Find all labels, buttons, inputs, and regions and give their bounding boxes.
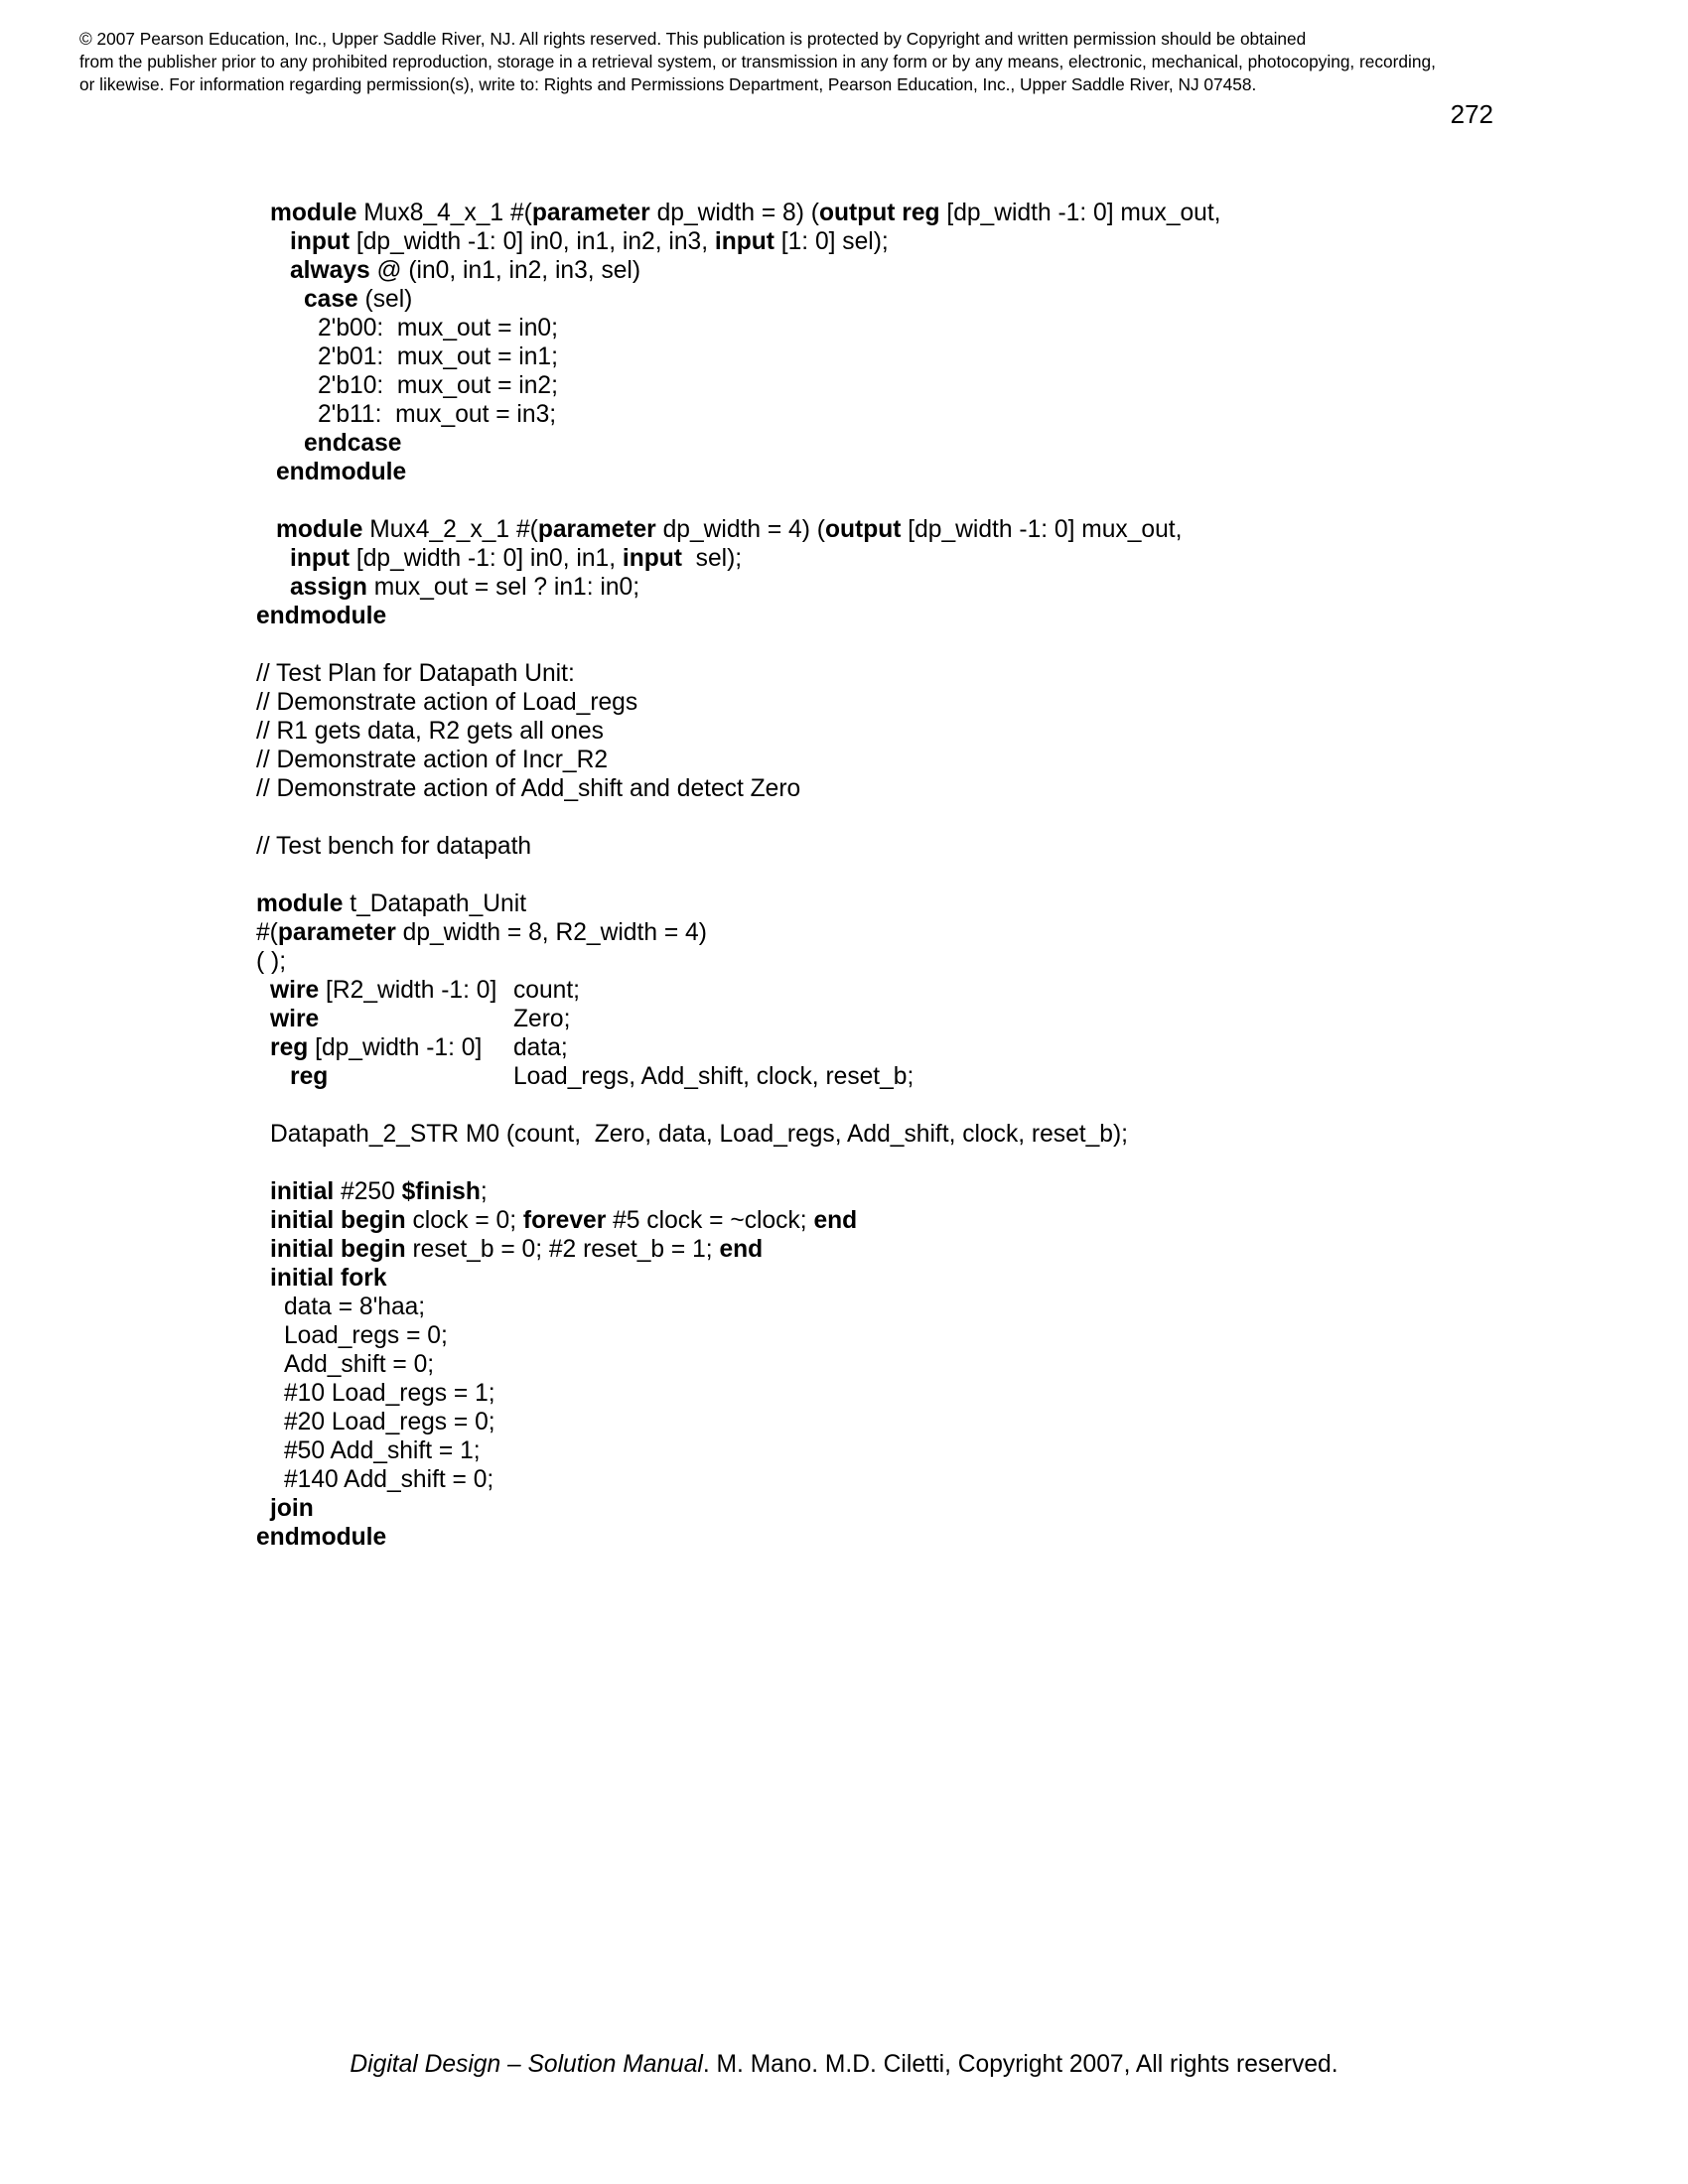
comment-line: // Demonstrate action of Incr_R2 [256,747,609,773]
code-line: endmodule [256,1524,387,1551]
code-listing [256,199,1448,1552]
code-line: endmodule [276,459,407,485]
decl-line: reg Load_regs, Add_shift, clock, reset_b; [290,1063,914,1090]
page-footer [0,2051,1688,2079]
code-line: module Mux4_2_x_1 #(parameter dp_width = 4) (output [dp_width -1: 0] mux_out, [276,516,1183,543]
comment-line: // Test bench for datapath [256,833,532,860]
code-line: 2'b00: mux_out = in0; [318,315,558,341]
code-line: #50 Add_shift = 1; [284,1437,481,1464]
code-line: 2'b10: mux_out = in2; [318,372,558,399]
code-line: initial fork [270,1265,387,1292]
footer-title: Digital Design – Solution Manual [350,2051,703,2078]
code-line: Load_regs = 0; [284,1322,448,1349]
decl-line: reg [dp_width -1: 0] data; [270,1034,568,1061]
code-line: 2'b11: mux_out = in3; [318,401,557,428]
comment-line: // Demonstrate action of Load_regs [256,689,638,716]
code-line: initial begin clock = 0; forever #5 clock = ~clock; end [270,1207,858,1234]
code-line: initial begin reset_b = 0; #2 reset_b = 1; end [270,1236,764,1263]
code-line: initial #250 $finish; [270,1178,488,1205]
page-number: 272 [1450,99,1493,129]
code-line: join [270,1495,314,1522]
decl-line: wire [R2_width -1: 0] count; [270,977,580,1004]
footer-text: . M. Mano. M.D. Ciletti, Copyright 2007, All rights reserved. [702,2051,1338,2078]
copyright-line: from the publisher prior to any prohibited reproduction, storage in a retrieval system, or transmission in any form or by any means, electronic, mechanical, photocopying, recording, [79,52,1436,71]
code-line: #10 Load_regs = 1; [284,1380,495,1407]
copyright-notice [79,28,1628,96]
code-line: #140 Add_shift = 0; [284,1466,494,1493]
code-line: module t_Datapath_Unit [256,890,527,917]
comment-line: // R1 gets data, R2 gets all ones [256,718,604,745]
code-line: #20 Load_regs = 0; [284,1409,495,1435]
code-line: #(parameter dp_width = 8, R2_width = 4) [256,919,707,946]
code-line: module Mux8_4_x_1 #(parameter dp_width = 8) (output reg [dp_width -1: 0] mux_out, [270,200,1221,226]
decl-line: wire Zero; [270,1006,571,1032]
code-line: input [dp_width -1: 0] in0, in1, input sel); [290,545,743,572]
code-line: ( ); [256,948,287,975]
code-line: 2'b01: mux_out = in1; [318,343,558,370]
code-line: data = 8'haa; [284,1294,426,1320]
code-line: endmodule [256,603,387,629]
code-line: Add_shift = 0; [284,1351,435,1378]
comment-line: // Test Plan for Datapath Unit: [256,660,575,687]
code-line: always @ (in0, in1, in2, in3, sel) [290,257,641,284]
code-line: case (sel) [304,286,413,313]
copyright-line: © 2007 Pearson Education, Inc., Upper Saddle River, NJ. All rights reserved. This publication is protected by Copyright and written permission should be obtained [79,29,1307,49]
code-line: input [dp_width -1: 0] in0, in1, in2, in3, input [1: 0] sel); [290,228,889,255]
copyright-line: or likewise. For information regarding permission(s), write to: Rights and Permissions Department, Pearson Education, Inc., Upper Saddle River, NJ 07458. [79,74,1257,94]
code-line: assign mux_out = sel ? in1: in0; [290,574,640,601]
code-line: Datapath_2_STR M0 (count, Zero, data, Load_regs, Add_shift, clock, reset_b); [270,1121,1128,1148]
code-line: endcase [304,430,402,457]
comment-line: // Demonstrate action of Add_shift and detect Zero [256,775,801,802]
